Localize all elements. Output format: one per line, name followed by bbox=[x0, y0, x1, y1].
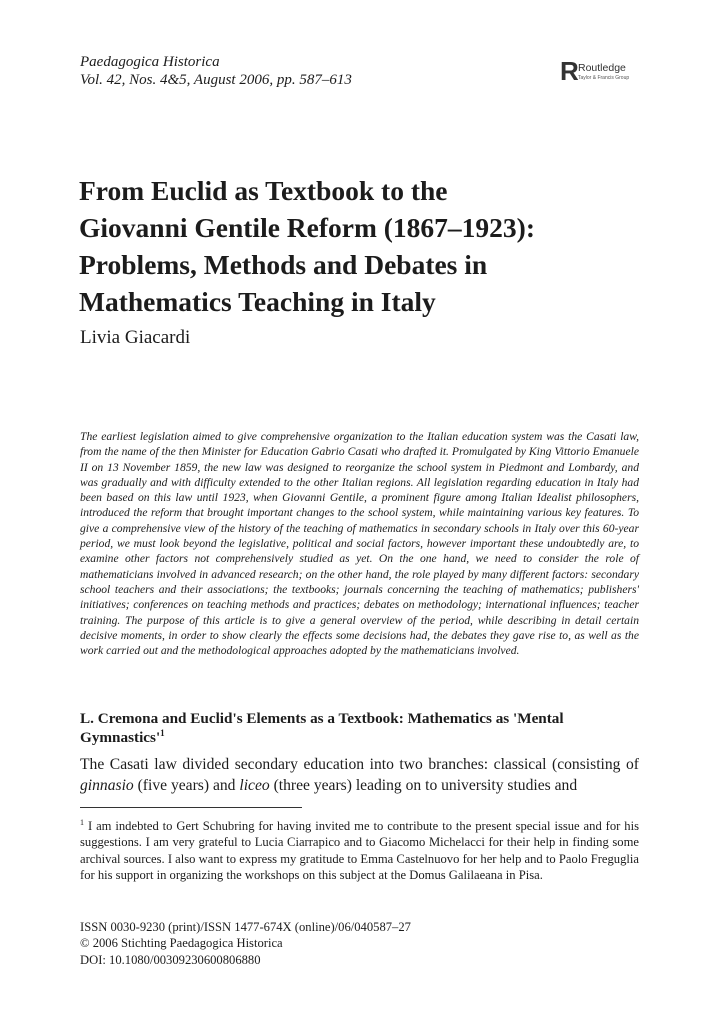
footnote-divider bbox=[80, 807, 302, 808]
term-ginnasio: ginnasio bbox=[80, 776, 134, 794]
footnote-marker: 1 bbox=[80, 817, 84, 827]
journal-volume: Vol. 42, Nos. 4&5, August 2006, pp. 587–613 bbox=[80, 72, 352, 88]
publication-footer bbox=[80, 919, 411, 968]
journal-name: Paedagogica Historica bbox=[80, 54, 220, 70]
body-text-part: The Casati law divided secondary education into two branches: classical (consisting of bbox=[80, 756, 639, 773]
body-text-part: (five years) and bbox=[133, 776, 240, 794]
section-heading bbox=[80, 709, 650, 747]
journal-header bbox=[80, 53, 352, 89]
title-line: Giovanni Gentile Reform (1867–1923): bbox=[79, 212, 535, 243]
doi: DOI: 10.1080/00309230600806880 bbox=[80, 952, 261, 967]
footnote-ref: 1 bbox=[160, 727, 165, 738]
publisher-group: Taylor & Francis Group bbox=[578, 75, 630, 81]
publisher-name: Routledge bbox=[578, 62, 626, 74]
title-line: Mathematics Teaching in Italy bbox=[79, 286, 436, 317]
article-title bbox=[79, 172, 659, 320]
routledge-r-logo bbox=[560, 58, 650, 88]
title-line: From Euclid as Textbook to the bbox=[79, 175, 448, 206]
article-author: Livia Giacardi bbox=[80, 327, 191, 348]
copyright: © 2006 Stichting Paedagogica Historica bbox=[80, 936, 283, 951]
title-line: Problems, Methods and Debates in bbox=[79, 249, 488, 280]
body-paragraph bbox=[80, 755, 639, 796]
routledge-mark: R bbox=[560, 56, 579, 86]
abstract: The earliest legislation aimed to give comprehensive organization to the Italian education system was the Casati law, from the name of the then Minister for Education Gabrio Casati who drafted it. Promulgated by King Vittorio Emanuele II on 13 November 1859, the new law was designed to reorganize the school system in Piedmont and Lombardy, and was gradually and with difficulty extended to the other Italian regions. All legislation regarding education in Italy had been based on this law until 1923, when Giovanni Gentile, a prominent figure among Italian Idealist philosophers, introduced the reform that brought important changes to the school system, while maintaining various key features. To give a comprehensive view of the history of the teaching of mathematics in secondary schools in Italy over this 60-year period, we must look beyond the legislative, political and social factors, however important these undoubtedly are, to examine other factors not comprehensively studied as yet. On the one hand, we need to consider the role of mathematicians involved in advanced research; on the other hand, the role played by many different factors: secondary school teachers and their associations; the textbooks; journals concerning the teaching of mathematics; publishers' initiatives; conferences on teaching methods and practices; debates on methodology; international influences; teacher training. The purpose of this article is to give a general overview of the period, while describing in detail certain decisive moments, in order to show clearly the effects some decisions had, the debates they gave rise to, as well as the work carried out and the methodological approaches adopted by the mathematicians involved. bbox=[80, 430, 639, 658]
body-text-part: (three years) leading on to university studies and bbox=[269, 776, 578, 794]
issn: ISSN 0030-9230 (print)/ISSN 1477-674X (online)/06/040587–27 bbox=[80, 920, 411, 934]
section-heading-text: L. Cremona and Euclid's Elements as a Textbook: Mathematics as 'Mental Gymnastics' bbox=[80, 710, 564, 746]
term-liceo: liceo bbox=[239, 776, 270, 794]
footnote bbox=[80, 818, 639, 884]
footnote-text: I am indebted to Gert Schubring for having invited me to contribute to the present special issue and for his suggestions. I am very grateful to Lucia Ciarrapico and to Giacomo Michelacci for their help in finding some archival sources. I also want to express my gratitude to Emma Castelnuovo for her help and to Paolo Freguglia for his support in organizing the workshops on this subject at the Domus Galilaeana in Pisa. bbox=[80, 819, 639, 883]
